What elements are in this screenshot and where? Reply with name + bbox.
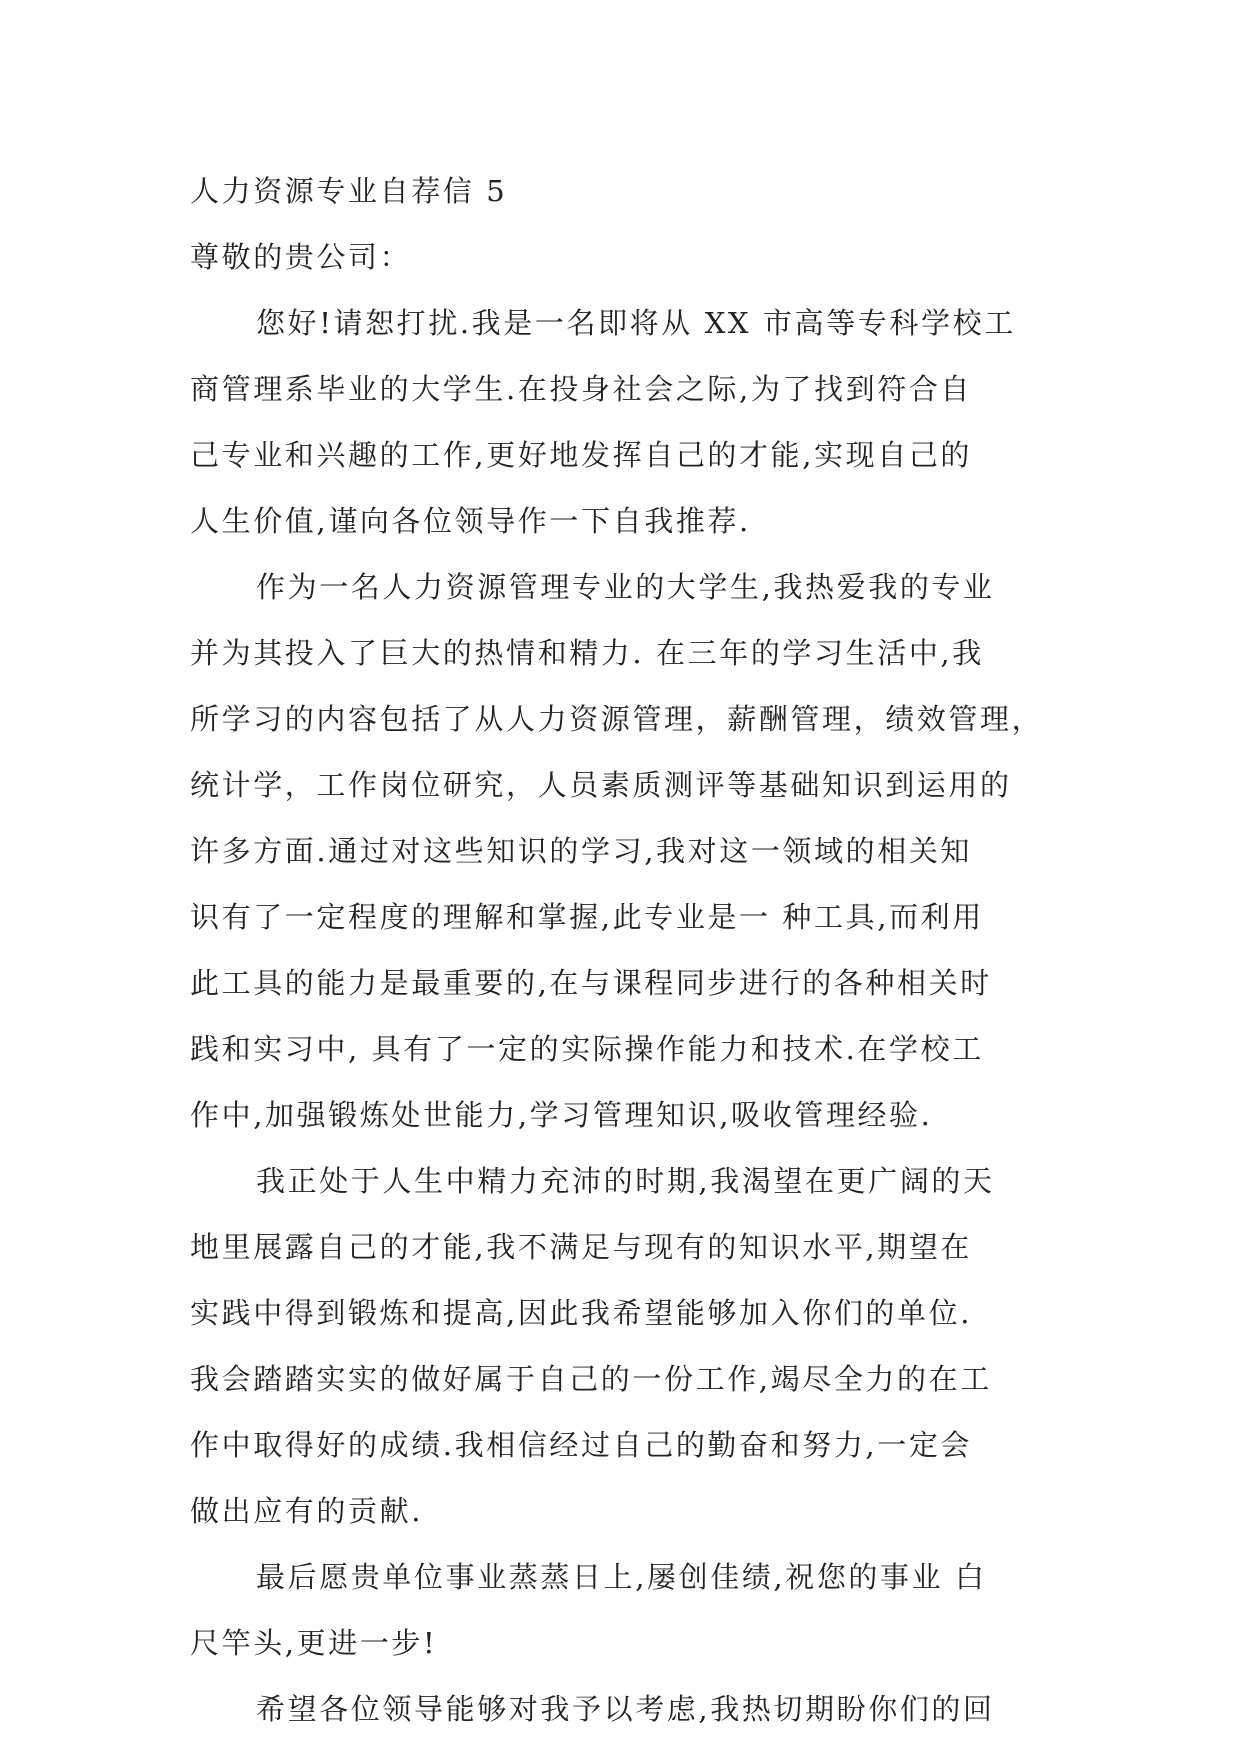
paragraph-2 [190,554,1050,1148]
paragraph-3 [190,1148,1050,1544]
paragraph-5 [190,1676,1050,1742]
paragraph-line: 并为其投入了巨大的热情和精力. 在三年的学习生活中,我 [190,636,984,670]
paragraph-line: 作中取得好的成绩.我相信经过自己的勤奋和努力,一定会 [190,1428,973,1462]
paragraph-line: 己专业和兴趣的工作,更好地发挥自己的才能,实现自己的 [190,438,973,472]
paragraph-1 [190,290,1050,554]
paragraph-line: 人生价值,谨向各位领导作一下自我推荐. [190,504,751,538]
paragraph-line: 最后愿贵单位事业蒸蒸日上,屡创佳绩,祝您的事业 白 [256,1560,987,1594]
paragraph-line: 所学习的内容包括了从人力资源管理，薪酬管理，绩效管理， [190,702,1044,736]
paragraph-line: 我正处于人生中精力充沛的时期,我渴望在更广阔的天 [256,1164,995,1198]
paragraph-line: 希望各位领导能够对我予以考虑,我热切期盼你们的回 [256,1692,995,1726]
paragraph-line: 做出应有的贡献. [190,1494,424,1528]
paragraph-line: 此工具的能力是最重要的,在与课程同步进行的各种相关时 [190,966,992,1000]
salutation: 尊敬的贵公司： [190,240,412,274]
paragraph-line: 践和实习中, 具有了一定的实际操作能力和技术.在学校工 [190,1032,984,1066]
paragraph-line: 统计学，工作岗位研究，人员素质测评等基础知识到运用的 [190,768,1012,802]
paragraph-line: 商管理系毕业的大学生.在投身社会之际,为了找到符合自 [190,372,973,406]
letter-body [190,158,1050,1742]
paragraph-4 [190,1544,1050,1676]
document-title: 人力资源专业自荐信 5 [190,174,508,208]
paragraph-line: 实践中得到锻炼和提高,因此我希望能够加入你们的单位. [190,1296,973,1330]
paragraph-line: 您好!请恕打扰.我是一名即将从 XX 市高等专科学校工 [256,306,1016,340]
paragraph-line: 地里展露自己的才能,我不满足与现有的知识水平,期望在 [190,1230,973,1264]
paragraph-line: 作为一名人力资源管理专业的大学生,我热爱我的专业 [256,570,995,604]
paragraph-line: 识有了一定程度的理解和掌握,此专业是一 种工具,而利用 [190,900,984,934]
paragraph-line: 我会踏踏实实的做好属于自己的一份工作,竭尽全力的在工 [190,1362,992,1396]
paragraph-line: 尺竿头,更进一步! [190,1626,438,1660]
paragraph-line: 作中,加强锻炼处世能力,学习管理知识,吸收管理经验. [190,1098,933,1132]
paragraph-line: 许多方面.通过对这些知识的学习,我对这一领域的相关知 [190,834,973,868]
